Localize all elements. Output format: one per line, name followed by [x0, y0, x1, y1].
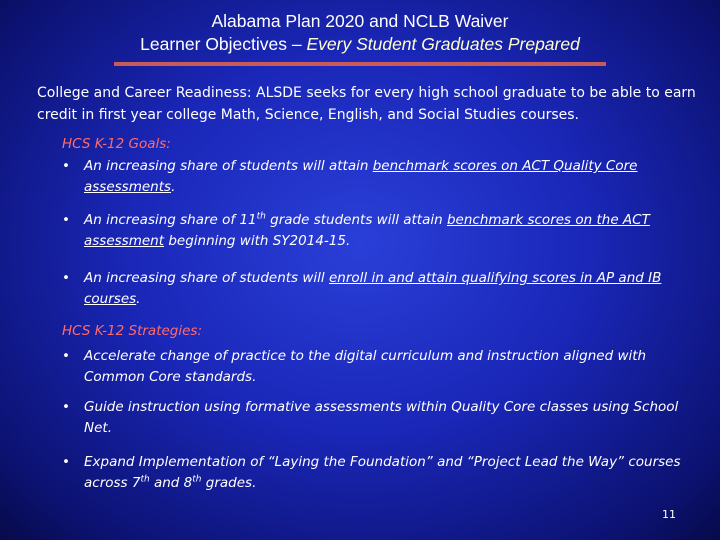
strategy-3-sup-2: th [192, 474, 202, 485]
goal-3-underlined: enroll in and attain qualifying scores in AP and IB courses [84, 270, 662, 307]
strategy-item-1 [62, 346, 702, 388]
title-prefix: Learner Objectives – [140, 34, 307, 54]
goal-3-end: . [136, 291, 141, 307]
strategies-heading: HCS K-12 Strategies: [62, 323, 203, 339]
goal-item-3 [62, 268, 702, 310]
goal-2-text: An increasing share of 11 [84, 212, 257, 228]
bullet-dot: • [62, 270, 70, 286]
goal-item-1 [62, 156, 702, 198]
goal-2-text-cont: grade students will attain [265, 212, 447, 228]
goal-2-sup: th [256, 211, 266, 222]
goal-1-end: . [171, 179, 176, 195]
strategy-2-text: Guide instruction using formative assessments within Quality Core classes using School Net. [84, 399, 679, 436]
goal-3-text: An increasing share of students will [84, 270, 329, 286]
title-line-2 [0, 33, 720, 56]
intro-paragraph: College and Career Readiness: ALSDE seeks for every high school graduate to be able to earn credit in first year college Math, Science, English, and Social Studies courses. [37, 85, 696, 123]
goal-item-2 [62, 210, 702, 252]
strategy-1-text: Accelerate change of practice to the digital curriculum and instruction aligned with Common Core standards. [84, 348, 647, 385]
goal-1-text: An increasing share of students will attain [84, 158, 373, 174]
title-divider [114, 62, 606, 66]
slide-title [0, 10, 720, 56]
strategy-item-2 [62, 397, 702, 439]
goal-2-underlined: benchmark scores on the ACT assessment [84, 212, 650, 249]
strategy-3-text-mid: and 8 [149, 475, 193, 491]
goal-1-underlined: benchmark scores on ACT Quality Core assessments [84, 158, 638, 195]
strategy-3-end: grades. [201, 475, 257, 491]
page-number: 11 [662, 508, 676, 521]
title-emphasis: Every Student Graduates Prepared [306, 34, 580, 54]
strategy-3-sup-1: th [140, 474, 150, 485]
goals-heading: HCS K-12 Goals: [62, 136, 171, 152]
bullet-dot: • [62, 454, 70, 470]
bullet-dot: • [62, 348, 70, 364]
bullet-dot: • [62, 212, 70, 228]
strategy-3-text: Expand Implementation of “Laying the Foundation” and “Project Lead the Way” courses across 7 [84, 454, 681, 491]
goal-2-end: beginning with SY2014-15. [164, 233, 351, 249]
title-line-1: Alabama Plan 2020 and NCLB Waiver [211, 11, 509, 31]
bullet-dot: • [62, 158, 70, 174]
strategy-item-3 [62, 452, 702, 494]
bullet-dot: • [62, 399, 70, 415]
